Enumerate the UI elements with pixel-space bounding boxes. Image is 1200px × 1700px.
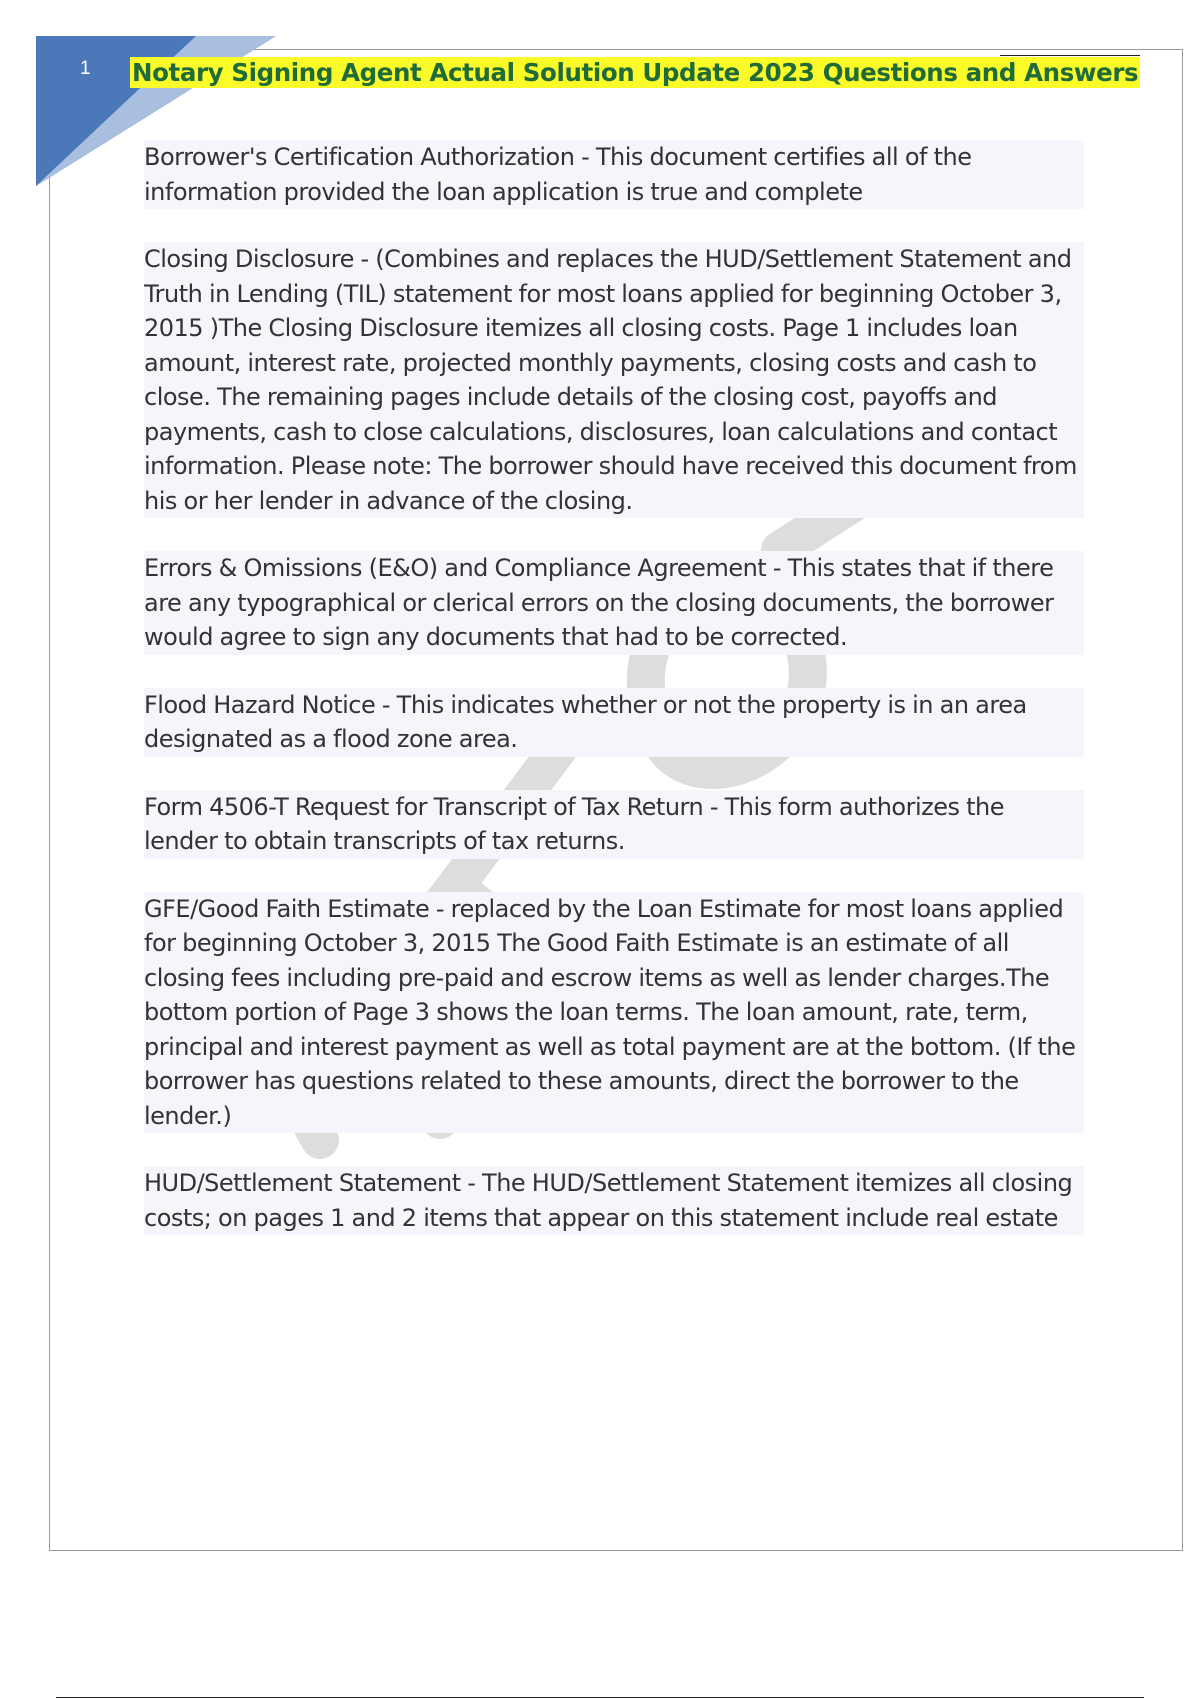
document-title: Notary Signing Agent Actual Solution Update 2023 Questions and Answers — [132, 58, 1139, 87]
header-rule — [1000, 55, 1140, 56]
entry-errors-omissions: Errors & Omissions (E&O) and Compliance Agreement - This states that if there are any typographical or clerical errors on the closing documents, the borrower would agree to sign any documents that had to be corrected. — [144, 551, 1084, 655]
entry-good-faith-estimate: GFE/Good Faith Estimate - replaced by the Loan Estimate for most loans applied for beginning October 3, 2015 The Good Faith Estimate is an estimate of all closing fees including pre-paid and escrow items as well as lender charges.The bottom portion of Page 3 shows the loan terms. The loan amount, rate, term, principal and interest payment as well as total payment are at the bottom. (If the borrower has questions related to these amounts, direct the borrower to the lender.) — [144, 892, 1084, 1134]
entry-flood-hazard-notice: Flood Hazard Notice - This indicates whether or not the property is in an area designated as a flood zone area. — [144, 688, 1084, 757]
document-body — [144, 140, 1084, 1268]
entry-borrowers-certification: Borrower's Certification Authorization - This document certifies all of the information provided the loan application is true and complete — [144, 140, 1084, 209]
footer-rule — [56, 1697, 1144, 1698]
entry-form-4506t: Form 4506-T Request for Transcript of Tax Return - This form authorizes the lender to obtain transcripts of tax returns. — [144, 790, 1084, 859]
page-number: 1 — [80, 58, 91, 79]
entry-closing-disclosure: Closing Disclosure - (Combines and replaces the HUD/Settlement Statement and Truth in Lending (TIL) statement for most loans applied for beginning October 3, 2015 )The Closing Disclosure itemizes all closing costs. Page 1 includes loan amount, interest rate, projected monthly payments, closing costs and cash to close. The remaining pages include details of the closing cost, payoffs and payments, cash to close calculations, disclosures, loan calculations and contact information. Please note: The borrower should have received this document from his or her lender in advance of the closing. — [144, 242, 1084, 518]
entry-hud-settlement-statement: HUD/Settlement Statement - The HUD/Settlement Statement itemizes all closing costs; on pages 1 and 2 items that appear on this statement include real estate — [144, 1166, 1084, 1235]
